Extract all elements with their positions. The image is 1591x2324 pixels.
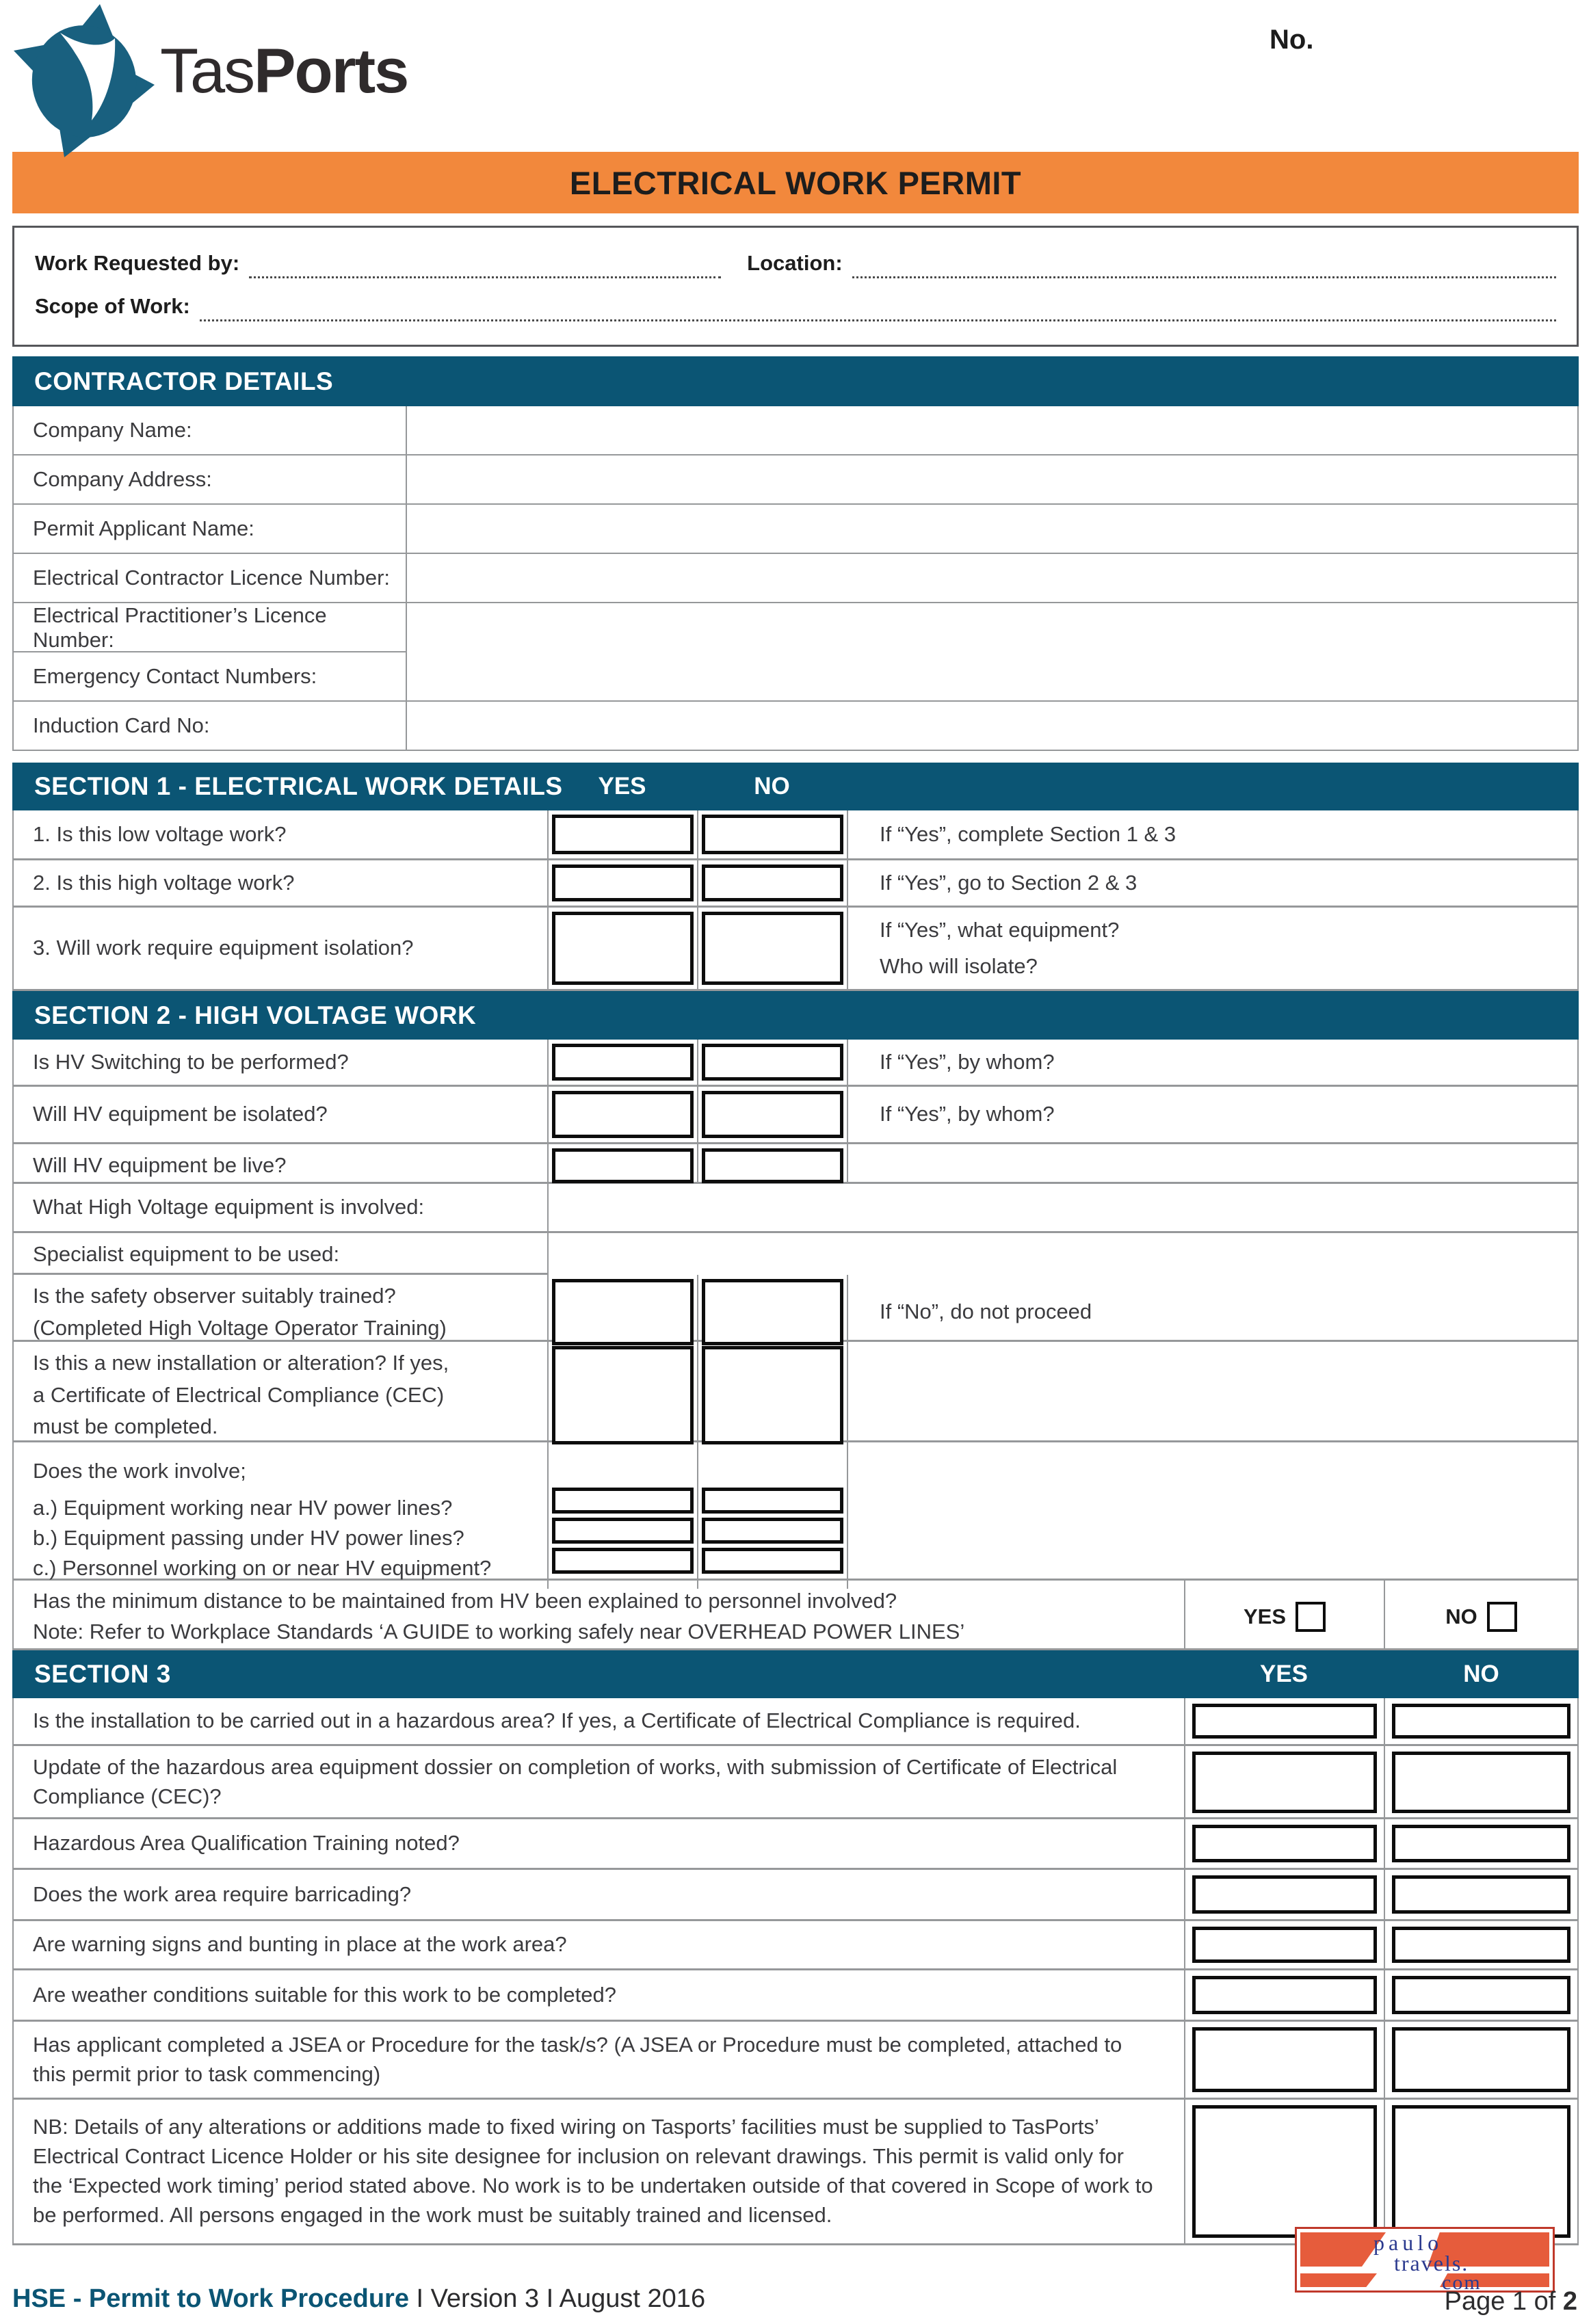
no-checkbox-cell bbox=[1385, 1746, 1577, 1819]
no-checkbox[interactable] bbox=[1392, 1704, 1570, 1739]
yes-checkbox-cell bbox=[549, 1442, 698, 1589]
yes-checkbox-cell bbox=[549, 1275, 698, 1349]
question-text: Is the installation to be carried out in a hazardous area? If yes, a Certificate of Electrical Compliance is required. bbox=[14, 1698, 1185, 1744]
yes-checkbox-cell bbox=[549, 860, 698, 906]
scope-of-work-label: Scope of Work: bbox=[35, 294, 190, 318]
no-label: NO bbox=[1445, 1604, 1477, 1628]
yes-checkbox[interactable] bbox=[552, 912, 694, 985]
yes-checkbox[interactable] bbox=[552, 1488, 694, 1514]
table-row bbox=[14, 603, 1577, 652]
table-row bbox=[14, 1698, 1577, 1746]
question-line: Is the safety observer suitably trained? bbox=[33, 1284, 396, 1308]
section3-yes-column-header: YES bbox=[1259, 1661, 1309, 1687]
contractor-row-label: Permit Applicant Name: bbox=[14, 505, 407, 553]
question-text: 3. Will work require equipment isolation? bbox=[14, 908, 549, 989]
note-cell bbox=[848, 810, 1577, 858]
contractor-row-value-field[interactable] bbox=[407, 702, 1577, 750]
yes-checkbox[interactable] bbox=[1192, 2105, 1377, 2238]
permit-number-label: No. bbox=[1270, 25, 1314, 55]
section1-table bbox=[12, 810, 1579, 991]
contractor-details-title: CONTRACTOR DETAILS bbox=[34, 367, 334, 395]
yes-checkbox-cell bbox=[549, 1144, 698, 1187]
yes-checkbox[interactable] bbox=[1192, 1825, 1377, 1862]
no-checkbox[interactable] bbox=[1392, 1752, 1570, 1813]
yes-checkbox[interactable] bbox=[1192, 1875, 1377, 1914]
contractor-row-value-field[interactable] bbox=[407, 554, 1577, 602]
note-text: If “Yes”, by whom? bbox=[880, 1102, 1055, 1126]
yes-checkbox[interactable] bbox=[552, 864, 694, 901]
no-checkbox-cell bbox=[698, 1040, 848, 1085]
no-inline-cell bbox=[1385, 1581, 1577, 1653]
yes-checkbox-cell bbox=[549, 908, 698, 989]
table-row bbox=[14, 406, 1577, 455]
yes-label: YES bbox=[1243, 1604, 1287, 1628]
question-text: Specialist equipment to be used: bbox=[14, 1233, 549, 1276]
no-checkbox[interactable] bbox=[702, 864, 843, 901]
section2-header bbox=[12, 991, 1579, 1040]
yes-checkbox-cell bbox=[1185, 2100, 1385, 2243]
yes-checkbox[interactable] bbox=[1192, 1752, 1377, 1813]
table-row bbox=[14, 1819, 1577, 1870]
no-checkbox-cell bbox=[698, 1144, 848, 1187]
note-cell bbox=[848, 1144, 1577, 1187]
note-cell bbox=[848, 1275, 1577, 1349]
contractor-details-header bbox=[12, 356, 1579, 406]
no-checkbox[interactable] bbox=[702, 1148, 843, 1183]
question-text: Is HV Switching to be performed? bbox=[14, 1040, 549, 1085]
write-in-field[interactable] bbox=[549, 1233, 1577, 1276]
yes-checkbox-cell bbox=[1185, 2022, 1385, 2098]
table-row bbox=[14, 908, 1577, 991]
no-checkbox[interactable] bbox=[1392, 1927, 1570, 1963]
contractor-row-value-field[interactable] bbox=[407, 406, 1577, 454]
note-text: If “Yes”, what equipment? bbox=[880, 917, 1120, 942]
contractor-details-table bbox=[12, 406, 1579, 751]
contractor-row-label: Induction Card No: bbox=[14, 702, 407, 750]
no-checkbox[interactable] bbox=[702, 1518, 843, 1544]
footer-document-reference bbox=[12, 2284, 705, 2314]
yes-checkbox-cell bbox=[549, 1087, 698, 1142]
table-row bbox=[14, 1087, 1577, 1144]
work-requested-field[interactable] bbox=[249, 255, 721, 278]
scope-of-work-row bbox=[35, 291, 1556, 321]
yes-checkbox-cell bbox=[549, 1040, 698, 1085]
no-checkbox[interactable] bbox=[1392, 2027, 1570, 2092]
table-row bbox=[14, 1342, 1577, 1442]
table-row bbox=[14, 2100, 1577, 2245]
tasports-compass-icon bbox=[12, 4, 156, 158]
yes-checkbox[interactable] bbox=[1192, 1927, 1377, 1963]
yes-checkbox-cell bbox=[1185, 1698, 1385, 1744]
no-checkbox[interactable] bbox=[702, 1346, 843, 1444]
question-text: Does the work area require barricading? bbox=[14, 1870, 1185, 1919]
question-text: Will HV equipment be live? bbox=[14, 1144, 549, 1187]
no-checkbox-cell bbox=[1385, 1970, 1577, 2020]
yes-checkbox[interactable] bbox=[552, 1091, 694, 1138]
no-checkbox-cell bbox=[1385, 2022, 1577, 2098]
question-text: What High Voltage equipment is involved: bbox=[14, 1184, 549, 1231]
location-field[interactable] bbox=[852, 255, 1556, 278]
table-row bbox=[14, 1581, 1577, 1650]
tasports-logo bbox=[12, 4, 505, 150]
table-row bbox=[14, 1040, 1577, 1087]
tasports-logo-text bbox=[160, 36, 408, 107]
section1-yes-column-header: YES bbox=[598, 773, 646, 800]
page-number-prefix: Page 1 of bbox=[1444, 2287, 1556, 2316]
section1-header bbox=[12, 763, 1579, 810]
yes-checkbox[interactable] bbox=[552, 1346, 694, 1444]
note-cell bbox=[848, 908, 1577, 989]
no-checkbox[interactable] bbox=[702, 1548, 843, 1574]
question-text: 2. Is this high voltage work? bbox=[14, 860, 549, 906]
contractor-row-label: Electrical Contractor Licence Number: bbox=[14, 554, 407, 602]
contractor-row-value-field[interactable] bbox=[407, 455, 1577, 503]
page-number bbox=[1445, 2287, 1577, 2316]
yes-inline-cell bbox=[1185, 1581, 1385, 1653]
table-row bbox=[14, 1275, 1577, 1342]
table-row bbox=[14, 652, 1577, 702]
table-row bbox=[14, 810, 1577, 860]
work-request-box bbox=[12, 226, 1579, 347]
table-row bbox=[14, 860, 1577, 908]
does-work-involve-cell bbox=[14, 1442, 549, 1589]
yes-checkbox[interactable] bbox=[1192, 2027, 1377, 2092]
table-row bbox=[14, 1144, 1577, 1184]
no-checkbox-cell bbox=[1385, 1921, 1577, 1968]
section3-table bbox=[12, 1698, 1579, 2245]
contractor-row-label: Company Address: bbox=[14, 455, 407, 503]
yes-checkbox[interactable] bbox=[552, 1044, 694, 1081]
no-checkbox-cell bbox=[698, 1087, 848, 1142]
yes-checkbox-cell bbox=[549, 1342, 698, 1449]
no-checkbox[interactable] bbox=[702, 1044, 843, 1081]
section1-title: SECTION 1 - ELECTRICAL WORK DETAILS bbox=[34, 772, 563, 800]
note-text: Who will isolate? bbox=[880, 953, 1038, 978]
table-row bbox=[14, 1746, 1577, 1819]
question-line: Note: Refer to Workplace Standards ‘A GUIDE to working safely near OVERHEAD POWER LINES’ bbox=[33, 1619, 965, 1643]
document-header bbox=[12, 0, 1579, 152]
contractor-row-label: Electrical Practitioner’s Licence Number: bbox=[14, 603, 407, 652]
note-text: If “Yes”, go to Section 2 & 3 bbox=[880, 870, 1138, 895]
question-text: Are warning signs and bunting in place at the work area? bbox=[14, 1921, 1185, 1968]
note-cell bbox=[848, 1442, 1577, 1589]
question-text bbox=[14, 1581, 1185, 1653]
question-text: Does the work involve; bbox=[33, 1459, 246, 1483]
question-text: Update of the hazardous area equipment dossier on completion of works, with submission of Certificate of Electrical Compliance (CEC)? bbox=[14, 1746, 1185, 1819]
no-checkbox[interactable] bbox=[1392, 1825, 1570, 1862]
section3-no-column-header: NO bbox=[1463, 1661, 1499, 1687]
question-text bbox=[14, 1342, 549, 1449]
logo-text-tas: Tas bbox=[160, 36, 254, 106]
yes-checkbox[interactable] bbox=[552, 1548, 694, 1574]
watermark-text: travels. bbox=[1394, 2251, 1469, 2275]
table-row bbox=[14, 1184, 1577, 1233]
no-checkbox[interactable] bbox=[702, 815, 843, 854]
work-requested-label: Work Requested by: bbox=[35, 251, 240, 275]
yes-checkbox-cell bbox=[1185, 1746, 1385, 1819]
contractor-row-value-field[interactable] bbox=[407, 505, 1577, 553]
no-checkbox-cell bbox=[698, 1342, 848, 1449]
question-text: Hazardous Area Qualification Training noted? bbox=[14, 1819, 1185, 1868]
section1-no-column-header: NO bbox=[754, 773, 790, 800]
question-text: Are weather conditions suitable for this work to be completed? bbox=[14, 1970, 1185, 2020]
note-text: If “Yes”, by whom? bbox=[880, 1049, 1055, 1074]
yes-checkbox[interactable] bbox=[552, 1148, 694, 1183]
section3-header bbox=[12, 1650, 1579, 1698]
question-line: must be completed. bbox=[33, 1414, 218, 1438]
note-cell bbox=[848, 1087, 1577, 1142]
table-row bbox=[14, 1921, 1577, 1970]
no-checkbox-cell bbox=[698, 860, 848, 906]
contractor-row-value-field[interactable] bbox=[407, 652, 1577, 700]
no-checkbox[interactable] bbox=[702, 1091, 843, 1138]
no-checkbox[interactable] bbox=[702, 1279, 843, 1345]
yes-checkbox[interactable] bbox=[552, 815, 694, 854]
location-label: Location: bbox=[747, 251, 843, 275]
table-row bbox=[14, 455, 1577, 505]
no-checkbox-cell bbox=[698, 1275, 848, 1349]
no-checkbox[interactable] bbox=[1392, 2105, 1570, 2238]
contractor-row-label: Emergency Contact Numbers: bbox=[14, 652, 407, 700]
yes-checkbox-cell bbox=[1185, 1970, 1385, 2020]
no-checkbox[interactable] bbox=[702, 912, 843, 985]
no-checkbox[interactable] bbox=[702, 1488, 843, 1514]
yes-checkbox[interactable] bbox=[1192, 1976, 1377, 2014]
contractor-row-value-field[interactable] bbox=[407, 603, 1577, 652]
note-text: If “Yes”, complete Section 1 & 3 bbox=[880, 821, 1176, 846]
title-banner bbox=[12, 152, 1579, 213]
yes-checkbox[interactable] bbox=[552, 1518, 694, 1544]
page-number-total: 2 bbox=[1562, 2287, 1577, 2316]
question-text: b.) Equipment passing under HV power lines? bbox=[33, 1526, 464, 1550]
table-row bbox=[14, 505, 1577, 554]
no-checkbox[interactable] bbox=[1392, 1976, 1570, 2014]
footer-procedure-title: HSE - Permit to Work Procedure bbox=[12, 2284, 409, 2313]
watermark-text: com bbox=[1442, 2271, 1482, 2294]
question-text: 1. Is this low voltage work? bbox=[14, 810, 549, 858]
table-row bbox=[14, 1870, 1577, 1921]
page-title: ELECTRICAL WORK PERMIT bbox=[569, 164, 1022, 201]
table-row bbox=[14, 1442, 1577, 1581]
question-text: a.) Equipment working near HV power lines? bbox=[33, 1496, 453, 1520]
paulo-travels-watermark bbox=[1295, 2227, 1555, 2293]
no-checkbox[interactable] bbox=[1392, 1875, 1570, 1914]
nb-note-text: NB: Details of any alterations or additions made to fixed wiring on Tasports’ facilities must be supplied to TasPorts’ Electrical Contract Licence Holder or his site designee for inclusion on relevant drawings. This permit is valid only for the ‘Expected work timing’ period stated above. No work is to be undertaken outside of that covered in Scope of work to be performed. All persons engaged in the work must be suitably trained and licensed. bbox=[14, 2100, 1185, 2243]
table-row bbox=[14, 554, 1577, 603]
yes-checkbox-cell bbox=[549, 810, 698, 858]
question-line: a Certificate of Electrical Compliance (CEC) bbox=[33, 1382, 445, 1407]
question-text: Will HV equipment be isolated? bbox=[14, 1087, 549, 1142]
no-checkbox-cell bbox=[1385, 1870, 1577, 1919]
footer-version-text: I Version 3 I August 2016 bbox=[416, 2284, 706, 2313]
no-checkbox-cell bbox=[1385, 1819, 1577, 1868]
note-cell bbox=[848, 1040, 1577, 1085]
yes-checkbox[interactable] bbox=[552, 1279, 694, 1345]
question-text bbox=[14, 1275, 549, 1349]
section3-title: SECTION 3 bbox=[34, 1660, 171, 1688]
yes-checkbox[interactable] bbox=[1296, 1602, 1326, 1632]
yes-checkbox-cell bbox=[1185, 1870, 1385, 1919]
question-line: (Completed High Voltage Operator Training) bbox=[33, 1315, 447, 1340]
question-line: Has the minimum distance to be maintained from HV been explained to personnel involved? bbox=[33, 1589, 897, 1613]
question-text: Has applicant completed a JSEA or Procedure for the task/s? (A JSEA or Procedure must be completed, attached to this permit prior to task commencing) bbox=[14, 2022, 1185, 2098]
table-row bbox=[14, 1970, 1577, 2022]
scope-of-work-field[interactable] bbox=[200, 298, 1556, 321]
note-text: If “No”, do not proceed bbox=[880, 1299, 1092, 1324]
yes-checkbox-cell bbox=[1185, 1819, 1385, 1868]
section2-table bbox=[12, 1040, 1579, 1650]
note-cell bbox=[848, 860, 1577, 906]
no-checkbox-cell bbox=[698, 1442, 848, 1589]
question-line: Is this a new installation or alteration? If yes, bbox=[33, 1351, 449, 1375]
yes-checkbox[interactable] bbox=[1192, 1704, 1377, 1739]
watermark-shape bbox=[1300, 2273, 1377, 2287]
no-checkbox-cell bbox=[1385, 2100, 1577, 2243]
question-text: c.) Personnel working on or near HV equipment? bbox=[33, 1556, 492, 1580]
no-checkbox-cell bbox=[698, 908, 848, 989]
table-row bbox=[14, 702, 1577, 751]
table-row bbox=[14, 2022, 1577, 2100]
write-in-field[interactable] bbox=[549, 1184, 1577, 1231]
section2-title: SECTION 2 - HIGH VOLTAGE WORK bbox=[34, 1001, 477, 1029]
contractor-row-label: Company Name: bbox=[14, 406, 407, 454]
watermark-text: paulo bbox=[1373, 2230, 1443, 2255]
logo-text-ports: Ports bbox=[254, 36, 408, 106]
yes-checkbox-cell bbox=[1185, 1921, 1385, 1968]
no-checkbox-cell bbox=[698, 810, 848, 858]
note-cell bbox=[848, 1342, 1577, 1449]
work-requested-row bbox=[35, 248, 1556, 278]
table-row bbox=[14, 1233, 1577, 1275]
no-checkbox[interactable] bbox=[1487, 1602, 1517, 1632]
no-checkbox-cell bbox=[1385, 1698, 1577, 1744]
